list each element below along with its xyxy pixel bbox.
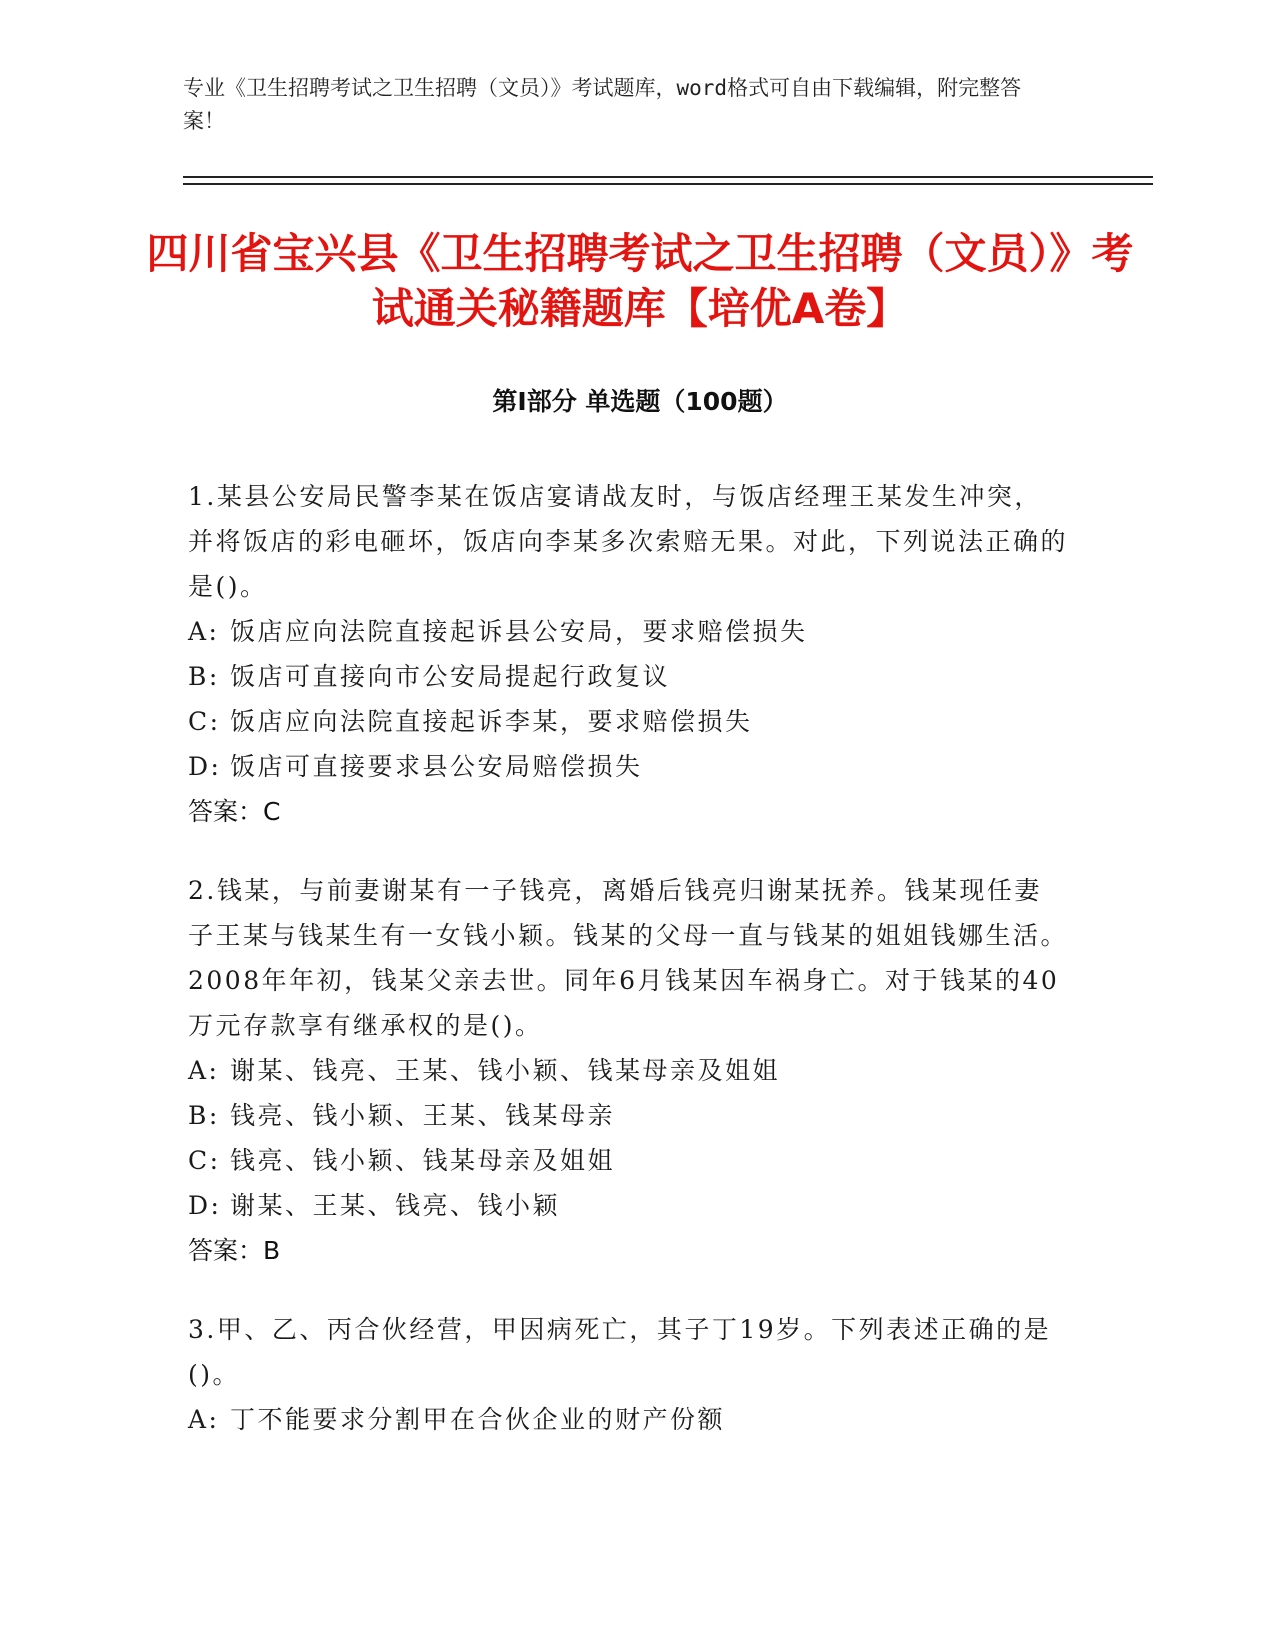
- option-key: D:: [188, 1191, 222, 1220]
- option-text: 钱亮、钱小颖、钱某母亲及姐姐: [230, 1146, 616, 1175]
- option-text: 饭店可直接向市公安局提起行政复议: [230, 662, 671, 691]
- option-b: [188, 654, 1068, 699]
- option-key: C:: [188, 707, 221, 736]
- option-d: [188, 744, 1068, 789]
- question-3: [188, 1307, 1068, 1442]
- answer-line: 答案：C: [188, 797, 281, 826]
- question-2: [188, 868, 1068, 1273]
- option-c: [188, 699, 1068, 744]
- option-key: A:: [188, 1405, 220, 1434]
- section-title: 第I部分 单选题（100题）: [492, 387, 788, 416]
- option-key: C:: [188, 1146, 221, 1175]
- option-text: 钱亮、钱小颖、王某、钱某母亲: [230, 1101, 616, 1130]
- question-1: [188, 474, 1068, 834]
- option-b: [188, 1093, 1068, 1138]
- document-title: 四川省宝兴县《卫生招聘考试之卫生招聘（文员）》考试通关秘籍题库【培优A卷】: [146, 229, 1134, 333]
- option-key: A:: [188, 1056, 220, 1085]
- option-text: 饭店应向法院直接起诉县公安局，要求赔偿损失: [230, 617, 808, 646]
- option-a: [188, 1048, 1068, 1093]
- header-note: 专业《卫生招聘考试之卫生招聘（文员）》考试题库，word格式可自由下载编辑，附完整答案！: [183, 76, 1022, 133]
- option-key: D:: [188, 752, 222, 781]
- header-divider-top: [183, 176, 1153, 178]
- option-text: 丁不能要求分割甲在合伙企业的财产份额: [230, 1405, 726, 1434]
- question-list: [188, 474, 1068, 1476]
- option-text: 谢某、王某、钱亮、钱小颖: [230, 1191, 561, 1220]
- question-stem: 3.甲、乙、丙合伙经营，甲因病死亡，其子丁19岁。下列表述正确的是()。: [188, 1315, 1052, 1389]
- option-text: 饭店可直接要求县公安局赔偿损失: [230, 752, 643, 781]
- option-text: 饭店应向法院直接起诉李某，要求赔偿损失: [230, 707, 753, 736]
- option-c: [188, 1138, 1068, 1183]
- option-key: B:: [188, 662, 220, 691]
- option-d: [188, 1183, 1068, 1228]
- question-stem: 1.某县公安局民警李某在饭店宴请战友时，与饭店经理王某发生冲突，并将饭店的彩电砸坏，饭店向李某多次索赔无果。对此，下列说法正确的是()。: [188, 482, 1069, 601]
- option-text: 谢某、钱亮、王某、钱小颖、钱某母亲及姐姐: [230, 1056, 781, 1085]
- option-key: A:: [188, 617, 220, 646]
- header-divider-bottom: [183, 183, 1153, 185]
- answer-line: 答案：B: [188, 1236, 281, 1265]
- question-stem: 2.钱某，与前妻谢某有一子钱亮，离婚后钱亮归谢某抚养。钱某现任妻子王某与钱某生有一女钱小颖。钱某的父母一直与钱某的姐姐钱娜生活。2008年年初，钱某父亲去世。同年6月钱某因车祸身亡。对于钱某的40万元存款享有继承权的是()。: [188, 876, 1069, 1040]
- option-key: B:: [188, 1101, 220, 1130]
- option-a: [188, 1397, 1068, 1442]
- option-a: [188, 609, 1068, 654]
